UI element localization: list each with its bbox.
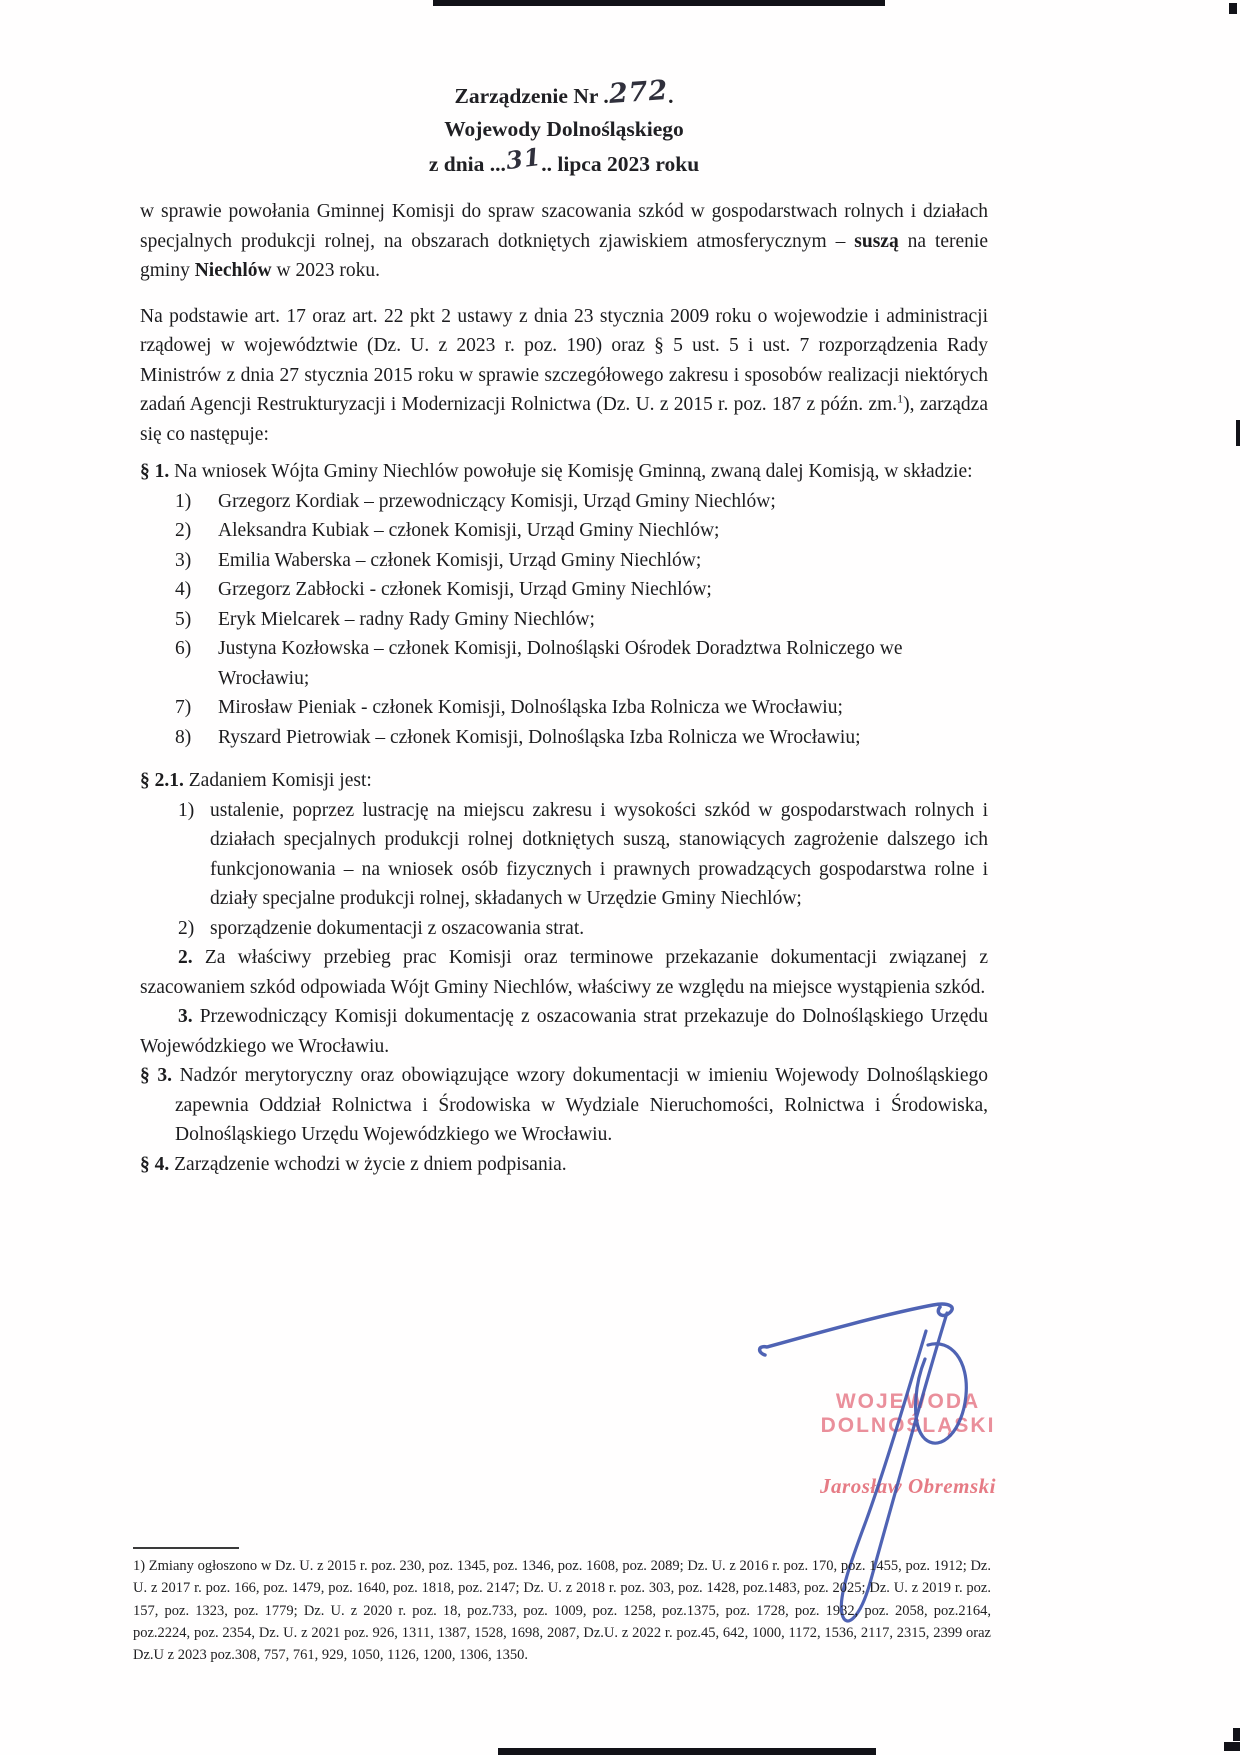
member-row — [140, 546, 988, 576]
member-text: Aleksandra Kubiak – członek Komisji, Urząd Gminy Niechlów; — [218, 520, 720, 541]
member-text: Ryszard Pietrowiak – członek Komisji, Dolnośląska Izba Rolnicza we Wrocławiu; — [218, 726, 861, 748]
title-line-ordinance: Zarządzenie Nr .272. — [454, 74, 674, 111]
subject-paragraph: w sprawie powołania Gminnej Komisji do spraw szacowania szkód w gospodarstwach rolnych i działach specjalnych produkcji rolnej, na obszarach dotkniętych zjawiskiem atmosferycznym – suszą na terenie gminy Niechlów w 2023 roku. — [140, 201, 988, 281]
voivode-stamp-title: WOJEWODA DOLNOŚLĄSKI — [820, 1390, 996, 1437]
handwritten-day: 31 — [504, 141, 543, 176]
scan-artifact-right-mid — [1236, 420, 1240, 446]
task-number: 1) — [178, 799, 195, 821]
member-row — [140, 487, 988, 517]
document-body — [140, 74, 988, 1179]
member-number: 3) — [175, 549, 192, 571]
task-row — [140, 796, 988, 914]
member-text: Grzegorz Kordiak – przewodniczący Komisji, Urząd Gminy Niechlów; — [218, 490, 776, 512]
member-row — [140, 723, 988, 753]
paragraph-4: § 4. Zarządzenie wchodzi w życie z dniem podpisania. — [140, 1153, 567, 1175]
paragraph-1-label: § 1. — [140, 461, 170, 482]
task-text: ustalenie, poprzez lustrację na miejscu zakresu i wysokości szkód w gospodarstwach rolnych i działach specjalnych produkcji rolnej dotkniętych suszą, stanowiących zagrożenie dalszego ich funkcjonowania – na wniosek osób fizycznych i prawnych prowadzących gospodarstwa rolne i działy specjalne produkcji rolnej, składanych w Urzędzie Gminy Niechlów; — [210, 799, 988, 909]
member-row — [140, 575, 988, 605]
paragraph-2-item-3-label: 3. — [178, 1006, 193, 1027]
member-number: 6) — [175, 638, 192, 659]
scan-artifact-top-bar — [433, 0, 885, 6]
footnote-block — [133, 1547, 991, 1666]
paragraph-2-item-2: 2. Za właściwy przebieg prac Komisji oraz terminowe przekazanie dokumentacji związanej z szacowaniem szkód odpowiada Wójt Gminy Niechlów, właściwy ze względu na miejsce wystąpienia szkód. — [140, 947, 988, 998]
member-number: 5) — [175, 608, 192, 630]
footnote-text: 1) Zmiany ogłoszono w Dz. U. z 2015 r. poz. 230, poz. 1345, poz. 1346, poz. 1608, poz. 2089; Dz. U. z 2016 r. poz. 170, poz. 1455, poz. 1912; Dz. U. z 2017 r. poz. 166, poz. 1479, poz. 1640, poz. 1818, poz. 2147; Dz. U. z 2018 r. poz. 303, poz. 1428, poz.1483, poz. 2025; Dz. U. z 2019 r. poz. 157, poz. 1323, poz. 1779; Dz. U. z 2020 r. poz. 18, poz.733, poz. 1009, poz. 1258, poz.1375, poz. 1728, poz. 1932, poz. 2058, poz.2164, poz.2224, poz. 2354, Dz. U. z 2021 poz. 926, 1311, 1387, 1528, 1698, 2087, Dz.U. z 2022 r. poz.45, 642, 1000, 1172, 1536, 2117, 2315, 2399 oraz Dz.U z 2023 poz.308, 757, 761, 929, 1050, 1126, 1200, 1306, 1350. — [133, 1558, 991, 1664]
scan-artifact-top-right — [1229, 3, 1237, 14]
task-row — [140, 914, 988, 944]
footnote-separator-rule — [133, 1547, 239, 1549]
paragraph-2-item-2-label: 2. — [178, 947, 193, 968]
document-title — [140, 74, 988, 181]
commission-members-list — [140, 487, 988, 753]
member-number: 8) — [175, 726, 192, 748]
member-number: 1) — [175, 490, 192, 512]
subject-bold-municipality: Niechlów — [194, 260, 272, 281]
paragraph-3-label: § 3. — [140, 1065, 172, 1086]
member-number: 4) — [175, 579, 192, 600]
member-text: Eryk Mielcarek – radny Rady Gminy Niechlów; — [218, 608, 595, 630]
member-text: Emilia Waberska – członek Komisji, Urząd Gminy Niechlów; — [218, 549, 702, 571]
member-text: Grzegorz Zabłocki - członek Komisji, Urząd Gminy Niechlów; — [218, 579, 712, 600]
legal-basis-paragraph: Na podstawie art. 17 oraz art. 22 pkt 2 ustawy z dnia 23 stycznia 2009 roku o wojewodzie i administracji rządowej w województwie (Dz. U. z 2023 r. poz. 190) oraz § 5 ust. 5 i ust. 7 rozporządzenia Rady Ministrów z dnia 27 stycznia 2015 roku w sprawie szczegółowego zakresu i sposobów realizacji niektórych zadań Agencji Restrukturyzacji i Modernizacji Rolnictwa (Dz. U. z 2015 r. poz. 187 z późn. zm.$^1$), zarządza się co następuje: — [140, 305, 988, 445]
paragraph-3: § 3. Nadzór merytoryczny oraz obowiązujące wzory dokumentacji w imieniu Wojewody Dolnośląskiego zapewnia Oddział Rolnictwa i Środowiska w Wydziale Nieruchomości, Rolnictwa i Środowiska, Dolnośląskiego Urzędu Wojewódzkiego we Wrocławiu. — [140, 1065, 988, 1145]
member-text: Justyna Kozłowska – członek Komisji, Dolnośląski Ośrodek Doradztwa Rolniczego we Wrocławiu; — [218, 638, 903, 689]
scan-artifact-bottom-right — [1224, 1742, 1240, 1751]
task-text: sporządzenie dokumentacji z oszacowania strat. — [210, 917, 585, 939]
voivode-stamp-name: Jarosław Obremski — [820, 1474, 996, 1498]
member-row — [140, 516, 988, 546]
title-line-voivode: Wojewody Dolnośląskiego — [444, 117, 684, 141]
handwritten-ordinance-number: 272 — [607, 74, 670, 111]
member-row — [140, 634, 988, 693]
title-line-date: z dnia ...31.. lipca 2023 roku — [428, 141, 700, 176]
member-text: Mirosław Pieniak - członek Komisji, Dolnośląska Izba Rolnicza we Wrocławiu; — [218, 697, 843, 718]
scan-artifact-right-low — [1233, 1728, 1240, 1741]
paragraph-2-item-3: 3. Przewodniczący Komisji dokumentację z oszacowania strat przekazuje do Dolnośląskiego Urzędu Wojewódzkiego we Wrocławiu. — [140, 1006, 988, 1057]
scan-artifact-bottom-bar — [498, 1748, 876, 1755]
member-number: 7) — [175, 697, 192, 718]
paragraph-4-label: § 4. — [140, 1153, 170, 1175]
paragraph-2-label: § 2.1. — [140, 770, 184, 791]
subject-bold-drought: suszą — [854, 230, 899, 252]
task-number: 2) — [178, 917, 195, 939]
member-number: 2) — [175, 520, 192, 541]
member-row — [140, 605, 988, 635]
paragraph-1: § 1. Na wniosek Wójta Gminy Niechlów powołuje się Komisję Gminną, zwaną dalej Komisją, w składzie: — [140, 461, 973, 482]
member-row — [140, 693, 988, 723]
paragraph-2-heading: § 2.1. Zadaniem Komisji jest: — [140, 770, 372, 791]
commission-tasks-list — [140, 796, 988, 944]
footnote-reference: 1 — [897, 391, 904, 406]
